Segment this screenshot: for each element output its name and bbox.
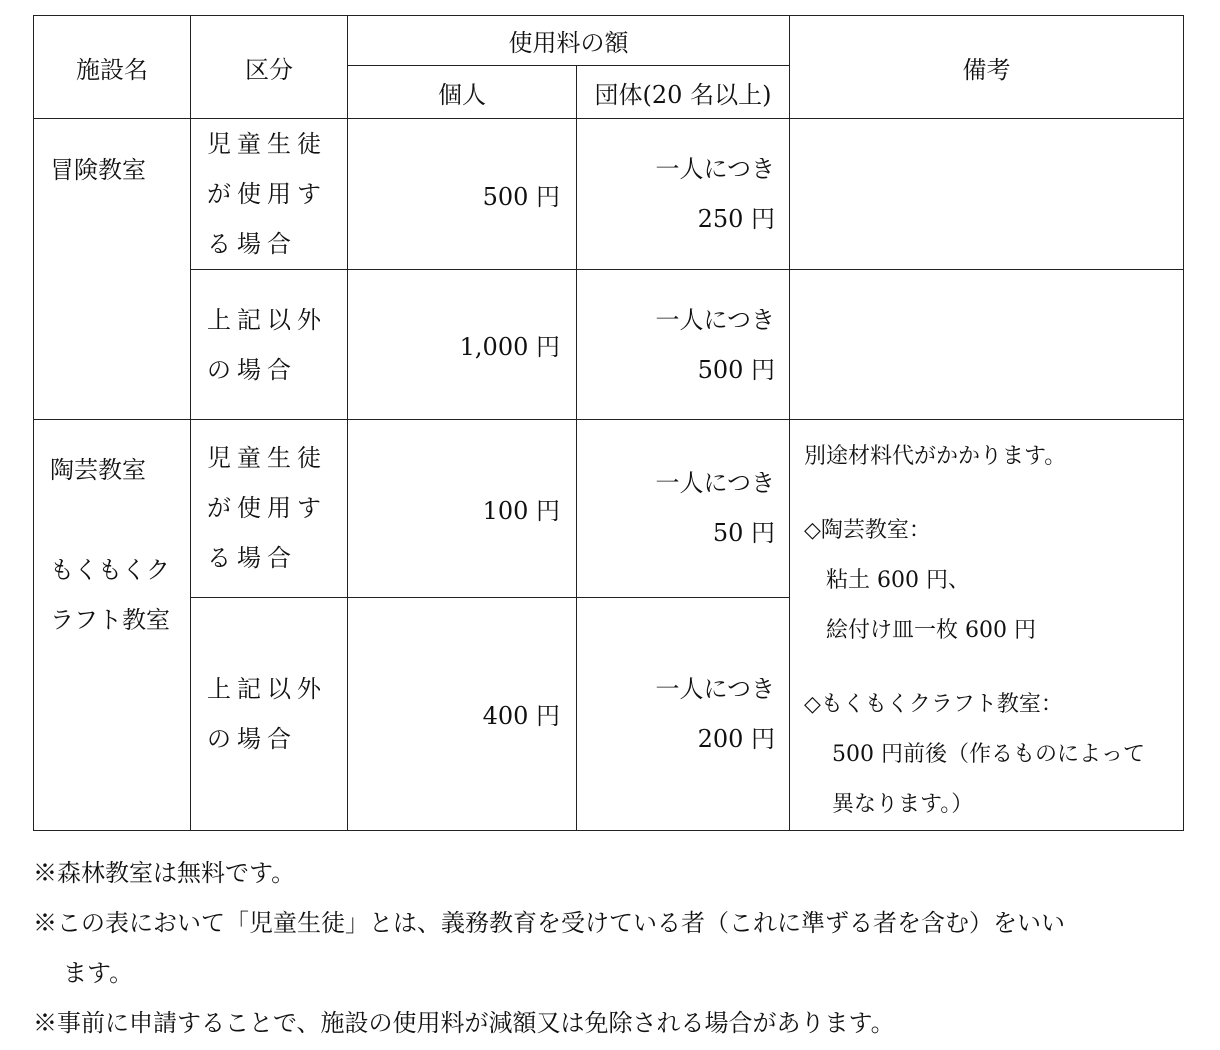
fee-table: [33, 15, 1184, 831]
header-facility: 施設名: [34, 16, 191, 119]
facility-cell: [34, 420, 191, 831]
individual-fee: 100 円: [348, 420, 577, 598]
remarks-cell: [790, 420, 1184, 831]
individual-fee: 400 円: [348, 597, 577, 830]
remarks-intro: 別途材料代がかかります。: [804, 444, 1067, 469]
table-row: [34, 270, 1184, 420]
group-fee-cell: [577, 270, 790, 420]
group-fee-value: 50 円: [712, 519, 775, 548]
group-fee-value: 250 円: [697, 205, 775, 233]
group-fee-label: 一人につき: [655, 305, 775, 334]
category-line: る場合: [207, 230, 297, 258]
category-line: 児童生徒: [207, 130, 327, 158]
remarks-toge-item: 粘土 600 円、: [826, 568, 970, 593]
group-fee-label: 一人につき: [655, 469, 775, 498]
category-cell: [191, 597, 348, 830]
group-fee-cell: [577, 420, 790, 598]
group-fee-value: 200 円: [697, 724, 775, 753]
header-group: 団体(20 名以上): [577, 66, 790, 119]
category-line: が使用す: [207, 180, 327, 208]
category-line: の場合: [207, 355, 297, 384]
table-row: [34, 420, 1184, 598]
category-line: の場合: [207, 724, 297, 753]
footnote: ※この表において「児童生徒」とは、義務教育を受けている者（これに準ずる者を含む）をいい: [33, 909, 1065, 937]
remarks-moku-item: 異なります。）: [832, 792, 974, 817]
remarks-cell-empty: [790, 119, 1184, 270]
facility-name: 冒険教室: [50, 156, 146, 184]
category-cell: [191, 119, 348, 270]
category-cell: [191, 420, 348, 598]
footnote-continuation: ます。: [63, 959, 134, 987]
facility-name: もくもくク: [50, 556, 170, 584]
remarks-toge-title: ◇陶芸教室：: [804, 518, 931, 543]
group-fee-cell: [577, 597, 790, 830]
footnote: ※森林教室は無料です。: [33, 859, 296, 887]
group-fee-label: 一人につき: [655, 155, 775, 183]
facility-name: ラフト教室: [50, 606, 170, 634]
facility-name: 陶芸教室: [50, 456, 146, 484]
category-line: が使用す: [207, 494, 327, 523]
category-cell: [191, 270, 348, 420]
table-row: [34, 119, 1184, 270]
remarks-cell-empty: [790, 270, 1184, 420]
remarks-moku-title: ◇もくもくクラフト教室：: [804, 692, 1063, 717]
header-fee-amount: 使用料の額: [348, 16, 790, 66]
footnote: ※事前に申請することで、施設の使用料が減額又は免除される場合があります。: [33, 1009, 895, 1037]
individual-fee: 1,000 円: [348, 270, 577, 420]
group-fee-cell: [577, 119, 790, 270]
category-line: る場合: [207, 544, 297, 573]
category-line: 児童生徒: [207, 444, 327, 473]
facility-cell: [34, 119, 191, 420]
header-remarks: 備考: [790, 16, 1184, 119]
category-line: 上記以外: [207, 674, 327, 703]
footnotes: [33, 848, 1183, 1048]
group-fee-label: 一人につき: [655, 674, 775, 703]
group-fee-value: 500 円: [697, 355, 775, 384]
category-line: 上記以外: [207, 305, 327, 334]
individual-fee: 500 円: [348, 119, 577, 270]
remarks-moku-item: 500 円前後（作るものによって: [832, 742, 1145, 767]
header-category: 区分: [191, 16, 348, 119]
header-individual: 個人: [348, 66, 577, 119]
remarks-toge-item: 絵付け皿一枚 600 円: [826, 618, 1036, 643]
